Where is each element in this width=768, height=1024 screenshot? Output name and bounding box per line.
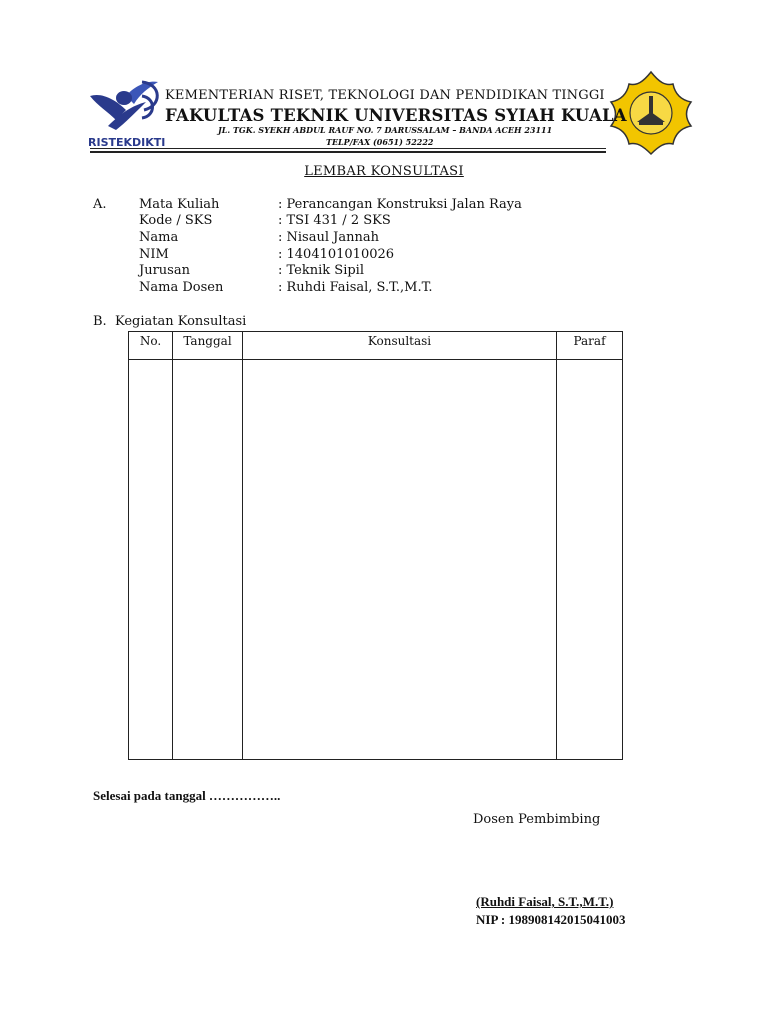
section-b-heading: B. Kegiatan Konsultasi [93,314,247,329]
faculty-phone: TELP/FAX (0651) 52222 [326,137,434,147]
consultation-cell [243,360,557,760]
completion-date-line: Selesai pada tanggal …………….. [93,788,281,803]
table-header-row [129,332,623,360]
course-value: : Perancangan Konstruksi Jalan Raya [278,197,522,212]
supervisor-nip: NIP : 198908142015041003 [476,912,626,927]
faculty-name: FAKULTAS TEKNIK UNIVERSITAS SYIAH KUALA [165,106,627,125]
supervisor-label: Dosen Pembimbing [473,812,601,827]
nim-label: NIM [139,247,169,262]
letterhead-divider [90,148,606,149]
column-header-signature: Paraf [557,332,623,360]
logo-wordmark: RISTEKDIKTI [88,136,166,148]
column-header-consultation: Konsultasi [243,332,557,360]
lecturer-label: Nama Dosen [139,280,224,295]
section-a-marker: A. [93,197,107,212]
supervisor-name: (Ruhdi Faisal, S.T.,M.T.) [476,894,614,909]
course-label: Mata Kuliah [139,197,220,212]
column-header-no: No. [129,332,173,360]
consultation-table [128,331,623,760]
letterhead-divider-thick [90,151,606,153]
nim-value: : 1404101010026 [278,247,395,262]
faculty-address: JL. TGK. SYEKH ABDUL RAUF NO. 7 DARUSSALAM – BANDA ACEH 23111 [218,125,553,135]
document-title [0,164,768,179]
department-value: : Teknik Sipil [278,263,364,278]
date-cell [173,360,243,760]
name-value: : Nisaul Jannah [278,230,379,245]
signature-cell [557,360,623,760]
ristekdikti-logo [86,76,166,148]
code-label: Kode / SKS [139,213,213,228]
document-title-text: LEMBAR KONSULTASI [304,164,464,179]
no-cell [129,360,173,760]
column-header-date: Tanggal [173,332,243,360]
code-value: : TSI 431 / 2 SKS [278,213,391,228]
name-label: Nama [139,230,179,245]
ministry-name: KEMENTERIAN RISET, TEKNOLOGI DAN PENDIDIKAN TINGGI [165,88,605,103]
department-label: Jurusan [139,263,190,278]
table-row [129,360,623,760]
lecturer-value: : Ruhdi Faisal, S.T.,M.T. [278,280,433,295]
